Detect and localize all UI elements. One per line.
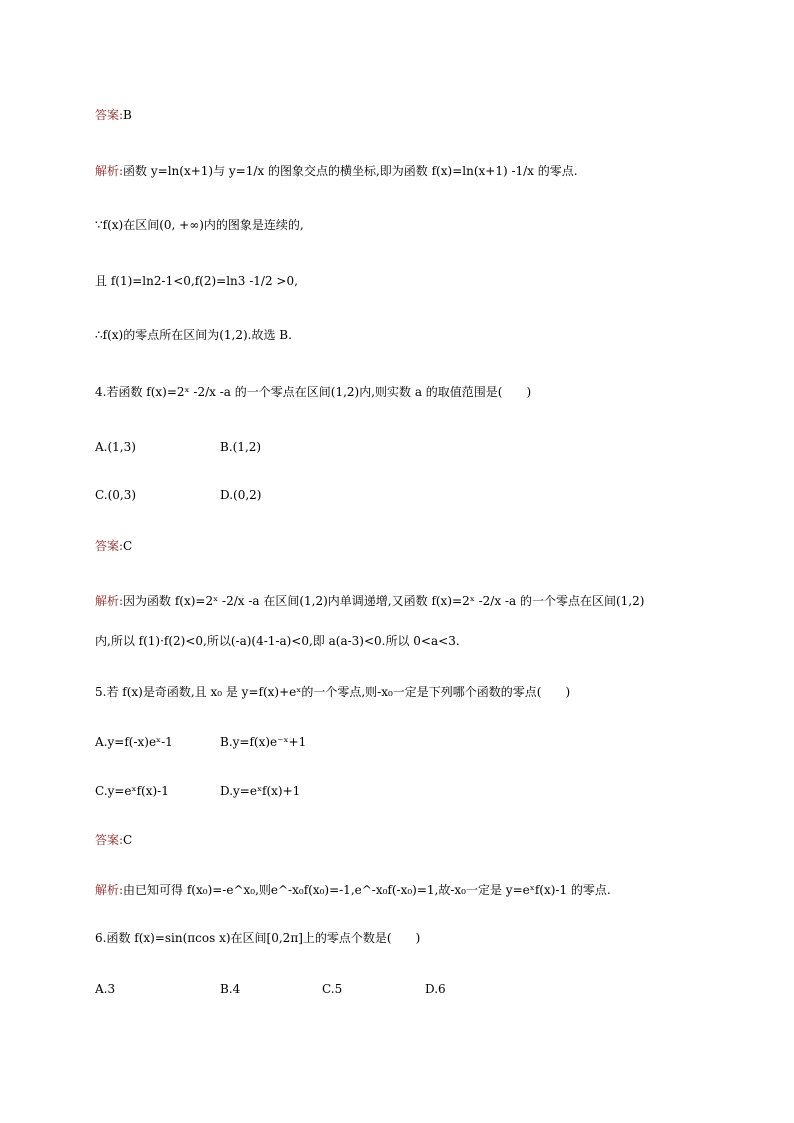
answer-value: C (123, 833, 133, 847)
answer-label: 答案: (95, 539, 124, 553)
analysis-line-4b (95, 633, 460, 649)
analysis-text: ∵f(x)在区间(0, +∞)内的图象是连续的, (95, 218, 304, 232)
analysis-text: 由已知可得 f(x₀)=-e^x₀,则e^-x₀f(x₀)=-1,e^-x₀f(-x₀)=1,故-x₀一定是 y=eˣf(x)-1 的零点. (123, 883, 611, 897)
question-6 (95, 930, 420, 946)
option-a: A.(1,3) (95, 440, 136, 454)
analysis-text: ∴f(x)的零点所在区间为(1,2).故选 B. (95, 328, 292, 342)
analysis-line-4 (95, 593, 644, 609)
option-b: B.4 (220, 982, 241, 996)
option-b: B.y=f(x)e⁻ˣ+1 (220, 735, 307, 749)
analysis-text: 因为函数 f(x)=2ˣ -2/x -a 在区间(1,2)内单调递增,又函数 f(x)=2ˣ -2/x -a 的一个零点在区间(1,2) (123, 594, 645, 608)
answer-line-4 (95, 538, 132, 554)
option-a: A.y=f(-x)eˣ-1 (95, 735, 173, 749)
question-5 (95, 684, 570, 700)
analysis-text: 函数 y=ln(x+1)与 y=1/x 的图象交点的横坐标,即为函数 f(x)=ln(x+1) -1/x 的零点. (123, 164, 578, 178)
analysis-line-3d (95, 327, 292, 343)
analysis-text: 且 f(1)=ln2-1<0,f(2)=ln3 -1/2 >0, (95, 274, 298, 288)
answer-line-3 (95, 107, 132, 123)
analysis-line-3c (95, 273, 298, 289)
analysis-line-5 (95, 882, 611, 898)
answer-line-5 (95, 832, 132, 848)
answer-label: 答案: (95, 833, 124, 847)
question-text: 4.若函数 f(x)=2ˣ -2/x -a 的一个零点在区间(1,2)内,则实数 a 的取值范围是( ) (95, 385, 532, 399)
question-text: 5.若 f(x)是奇函数,且 x₀ 是 y=f(x)+eˣ的一个零点,则-x₀一定是下列哪个函数的零点( ) (95, 685, 571, 699)
option-c: C.(0,3) (95, 488, 137, 502)
option-b: B.(1,2) (220, 440, 262, 454)
analysis-label: 解析: (95, 594, 124, 608)
analysis-label: 解析: (95, 883, 124, 897)
option-a: A.3 (95, 982, 116, 996)
answer-label: 答案: (95, 108, 124, 122)
option-d: D.6 (425, 982, 446, 996)
option-d: D.(0,2) (220, 488, 262, 502)
analysis-label: 解析: (95, 164, 124, 178)
analysis-line-3b (95, 217, 304, 233)
option-c: C.y=eˣf(x)-1 (95, 784, 169, 798)
answer-value: B (123, 108, 132, 122)
answer-value: C (123, 539, 133, 553)
option-d: D.y=eˣf(x)+1 (220, 784, 301, 798)
question-4 (95, 384, 531, 400)
analysis-line-3 (95, 163, 578, 179)
option-c: C.5 (322, 982, 343, 996)
analysis-text: 内,所以 f(1)·f(2)<0,所以(-a)(4-1-a)<0,即 a(a-3)<0.所以 0<a<3. (95, 634, 460, 648)
question-text: 6.函数 f(x)=sin(πcos x)在区间[0,2π]上的零点个数是( ) (95, 931, 421, 945)
